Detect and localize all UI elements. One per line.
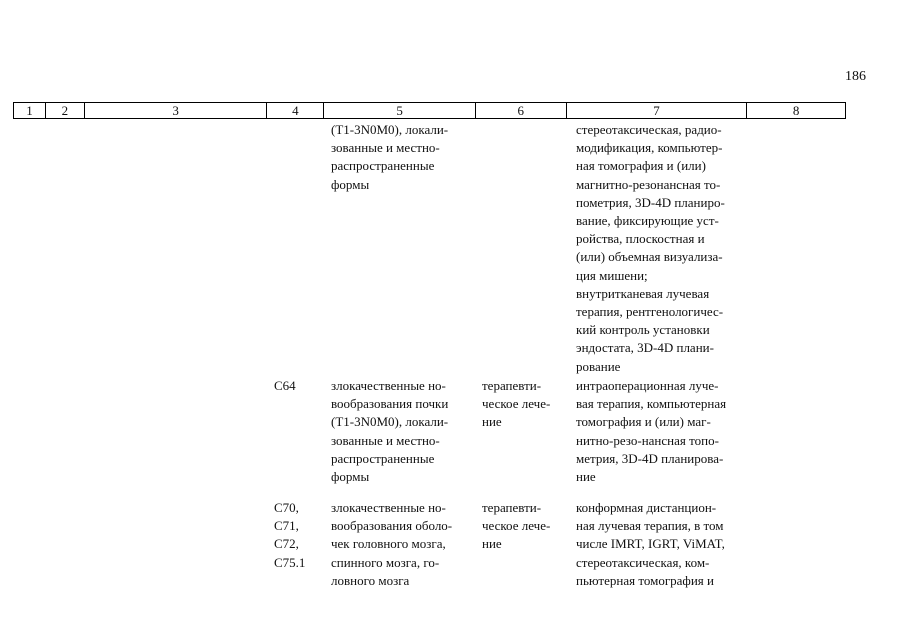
text-line: вая терапия, компьютерная: [576, 396, 727, 412]
text-line: спинного мозга, го-: [331, 554, 440, 570]
row-0-method: [576, 121, 750, 376]
text-line: ная лучевая терапия, в том: [576, 518, 724, 534]
text-line: формы: [331, 469, 370, 485]
text-line: нитно-резо-нансная топо-: [576, 432, 719, 448]
row-2-code: [274, 499, 314, 572]
text-line: интраоперационная луче-: [576, 378, 719, 393]
header-col-2: 2: [46, 103, 85, 118]
text-line: эндостата, 3D-4D плани-: [576, 340, 714, 356]
text-line: зованные и местно-: [331, 432, 440, 448]
text-line: вание, фиксирующие уст-: [576, 213, 719, 229]
text-line: (T1-3N0M0), локали-: [331, 122, 449, 137]
text-line: терапевти-: [482, 378, 542, 393]
header-col-7: 7: [567, 103, 748, 118]
text-line: рование: [576, 358, 621, 374]
text-line: стереотаксическая, радио-: [576, 122, 722, 137]
text-line: C64: [274, 378, 296, 393]
text-line: внутритканевая лучевая: [576, 285, 710, 301]
page-number: 186: [845, 69, 866, 84]
text-line: C72,: [274, 536, 299, 552]
row-0-description: [331, 121, 479, 194]
text-line: злокачественные но-: [331, 500, 446, 515]
text-line: вообразования почки: [331, 396, 449, 412]
text-line: модификация, компьютер-: [576, 140, 723, 156]
text-line: C71,: [274, 518, 299, 534]
text-line: вообразования оболо-: [331, 518, 453, 534]
text-line: кий контроль установки: [576, 322, 710, 338]
row-1-treatment: [482, 377, 566, 432]
text-line: ческое лече-: [482, 518, 551, 534]
text-line: стереотаксическая, ком-: [576, 554, 710, 570]
header-col-6: 6: [476, 103, 567, 118]
text-line: терапия, рентгенологичес-: [576, 304, 724, 320]
row-1-method: [576, 377, 750, 486]
text-line: ройства, плоскостная и: [576, 231, 705, 247]
text-line: ловного мозга: [331, 572, 410, 588]
header-col-1: 1: [14, 103, 46, 118]
header-col-3: 3: [85, 103, 268, 118]
text-line: формы: [331, 176, 370, 192]
text-line: ние: [482, 536, 502, 552]
text-line: ная томография и (или): [576, 158, 706, 174]
text-line: магнитно-резонансная то-: [576, 176, 721, 192]
text-line: ние: [576, 469, 596, 485]
text-line: C75.1: [274, 554, 306, 570]
row-1-code: [274, 377, 314, 395]
text-line: терапевти-: [482, 500, 542, 515]
header-col-5: 5: [324, 103, 476, 118]
text-line: C70,: [274, 500, 299, 515]
row-1-description: [331, 377, 479, 486]
text-line: метрия, 3D-4D планирова-: [576, 450, 724, 466]
text-line: зованные и местно-: [331, 140, 440, 156]
text-line: чек головного мозга,: [331, 536, 446, 552]
row-2-treatment: [482, 499, 566, 554]
row-2-method: [576, 499, 750, 590]
text-line: числе IMRT, IGRT, ViMAT,: [576, 536, 725, 552]
text-line: пьютерная томография и: [576, 572, 714, 588]
text-line: пометрия, 3D-4D планиро-: [576, 194, 725, 210]
text-line: конформная дистанцион-: [576, 500, 717, 515]
text-line: злокачественные но-: [331, 378, 446, 393]
header-col-8: 8: [792, 103, 800, 118]
header-col-4: 4: [267, 103, 324, 118]
text-line: (или) объемная визуализа-: [576, 249, 723, 265]
text-line: ция мишени;: [576, 267, 648, 283]
text-line: томография и (или) маг-: [576, 414, 711, 430]
table-header-row: [13, 102, 846, 119]
text-line: (T1-3N0M0), локали-: [331, 414, 449, 430]
text-line: ние: [482, 414, 502, 430]
text-line: распространенные: [331, 158, 435, 174]
text-line: распространенные: [331, 450, 435, 466]
text-line: ческое лече-: [482, 396, 551, 412]
row-2-description: [331, 499, 479, 590]
